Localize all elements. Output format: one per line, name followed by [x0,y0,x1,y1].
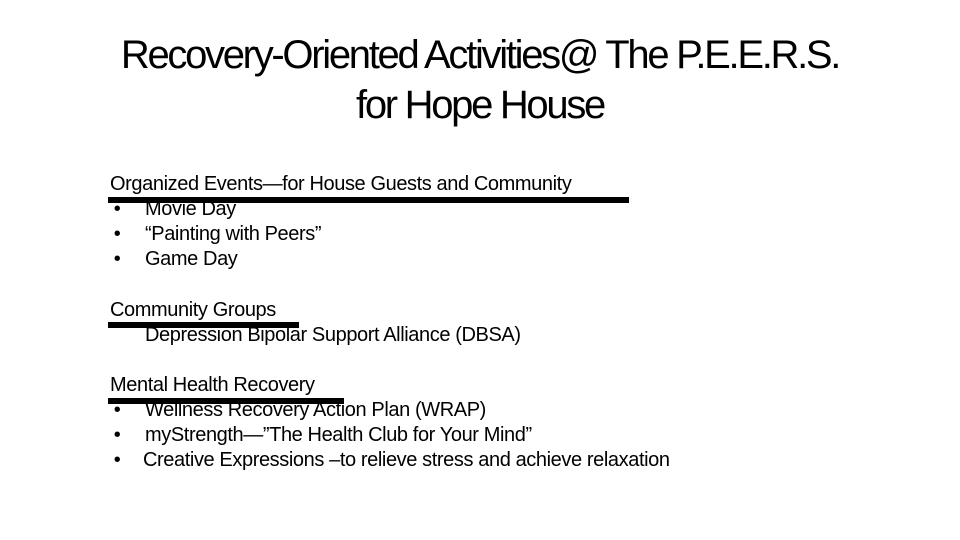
bullet-icon: • [113,223,121,245]
bullet-icon: • [113,449,121,471]
slide-title-line-1: Recovery-Oriented Activities@ The P.E.E.R.S. [120,33,840,77]
slide-title [0,30,960,130]
bullet-icon: • [113,248,121,270]
section-heading-community-groups: Community Groups [110,299,276,321]
slide-title-line-2: for Hope House [356,83,604,127]
bullet-icon: • [113,424,121,446]
bullet-icon: • [113,399,121,421]
section-heading-organized-events: Organized Events—for House Guests and Community [110,173,572,195]
section-heading-mental-health-recovery: Mental Health Recovery [110,374,315,396]
bullet-icon: • [113,198,121,220]
